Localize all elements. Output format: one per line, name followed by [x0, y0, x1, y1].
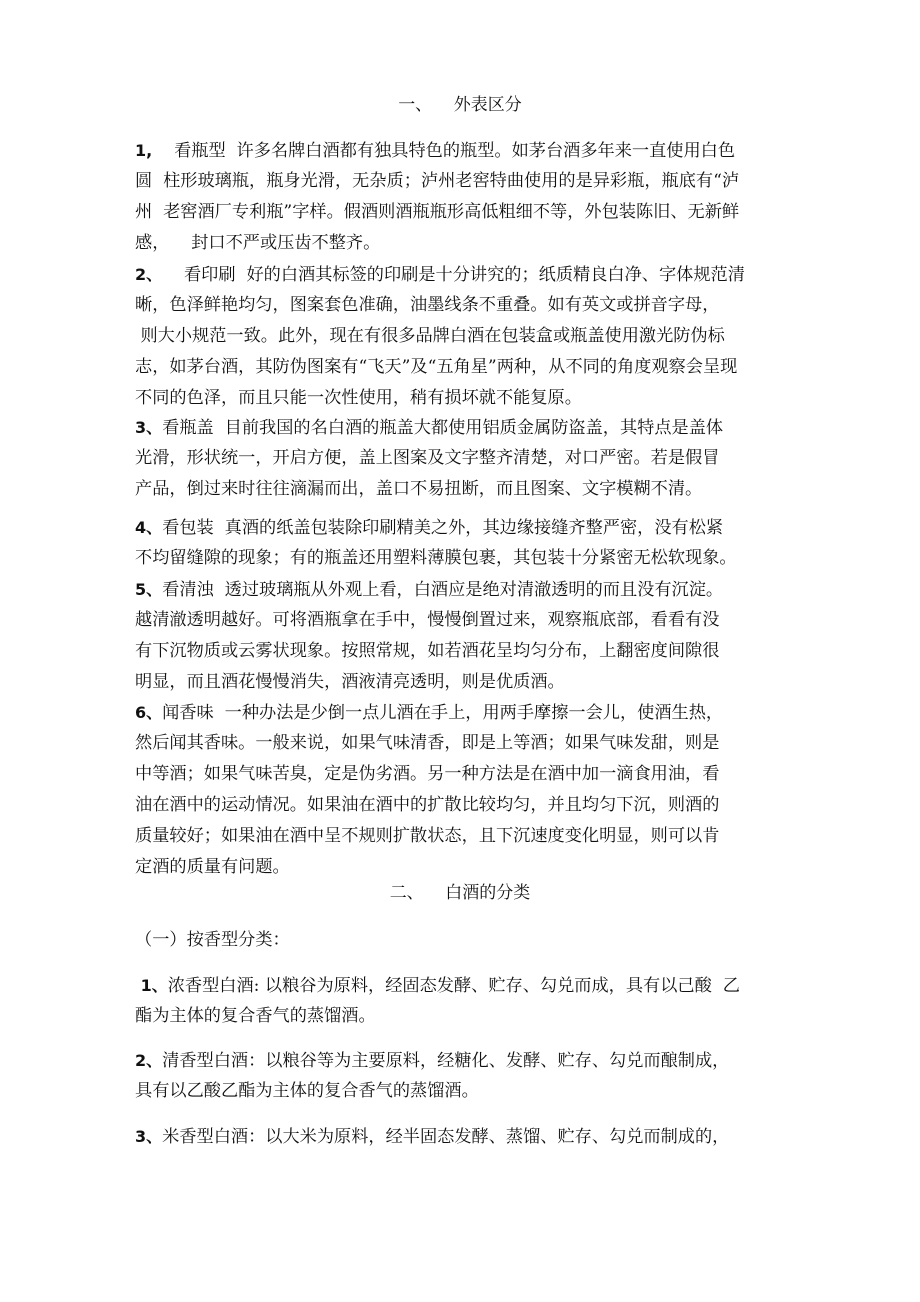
- line-text: 看清浊 透过玻璃瓶从外观上看，白酒应是绝对清澈透明的而且没有沉淀。: [162, 580, 724, 600]
- paragraph-line: 具有以乙酸乙酯为主体的复合香气的蒸馏酒。: [135, 1081, 479, 1101]
- paragraph-line: 越清澈透明越好。可将酒瓶拿在手中，慢慢倒置过来，观察瓶底部，看看有没: [135, 610, 720, 630]
- line-text: 清香型白酒：以粮谷等为主要原料，经糖化、发酵、贮存、勾兑而酿制成，: [162, 1051, 730, 1071]
- paragraph-line: [135, 1121, 785, 1152]
- paragraph-line: [135, 1045, 785, 1076]
- classification-item-2: [135, 1045, 785, 1107]
- item-number: 2、: [135, 1051, 163, 1070]
- line-text: 米香型白酒：以大米为原料，经半固态发酵、蒸馏、贮存、勾兑而制成的，: [162, 1127, 730, 1147]
- paragraph-line: 则大小规范一致。此外，现在有很多品牌白酒在包装盒或瓶盖使用激光防伪标: [135, 326, 725, 346]
- item-number: 5、: [135, 580, 163, 599]
- section-heading-1: 一、 外表区分: [398, 95, 522, 115]
- paragraph-item-3: [135, 412, 785, 505]
- paragraph-line: 明显，而且酒花慢慢消失，酒液清亮透明，则是优质酒。: [135, 672, 565, 692]
- paragraph-item-4: [135, 512, 785, 574]
- classification-item-1: [135, 970, 785, 1032]
- item-number: 1,: [135, 141, 153, 160]
- item-number: 1、: [135, 976, 168, 995]
- paragraph-line: [135, 135, 785, 166]
- paragraph-line: 质量较好；如果油在酒中呈不规则扩散状态，且下沉速度变化明显，则可以肯: [135, 826, 720, 846]
- paragraph-item-6: [135, 697, 785, 883]
- line-text: 看瓶型 许多名牌白酒都有独具特色的瓶型。如茅台酒多年来一直使用白色: [152, 141, 736, 161]
- line-text: 浓香型白酒: 以粮谷为原料，经固态发酵、贮存、勾兑而成，具有以己酸 乙: [167, 976, 740, 996]
- paragraph-line: 产品，倒过来时往往滴漏而出，盖口不易扭断，而且图案、文字模糊不清。: [135, 479, 703, 499]
- line-text: 闻香味 一种办法是少倒一点儿酒在手上，用两手摩擦一会儿，使酒生热，: [162, 703, 724, 723]
- paragraph-line: [135, 412, 785, 443]
- paragraph-line: 有下沉物质或云雾状现象。按照常规，如若酒花呈均匀分布，上翻密度间隙很: [135, 641, 720, 661]
- paragraph-line: [135, 574, 785, 605]
- classification-item-3: [135, 1121, 785, 1152]
- paragraph-line: 不同的色泽，而且只能一次性使用，稍有损坏就不能复原。: [135, 388, 582, 408]
- item-number: 6、: [135, 703, 163, 722]
- paragraph-line: [135, 512, 785, 543]
- paragraph-item-2: [135, 259, 785, 414]
- paragraph-line: 不均留缝隙的现象；有的瓶盖还用塑料薄膜包裹，其包装十分紧密无松软现象。: [135, 548, 737, 568]
- paragraph-item-5: [135, 574, 785, 698]
- item-number: 2、: [135, 265, 163, 284]
- paragraph-line: 光滑，形状统一，开启方便，盖上图案及文字整齐清楚，对口严密。若是假冒: [135, 448, 720, 468]
- paragraph-line: [135, 970, 785, 1001]
- paragraph-line: 中等酒；如果气味苦臭，定是伪劣酒。另一种方法是在酒中加一滴食用油，看: [135, 764, 720, 784]
- paragraph-line: 州 老窖酒厂专利瓶”字样。假酒则酒瓶瓶形高低粗细不等，外包装陈旧、无新鲜: [135, 202, 740, 222]
- line-text: 看瓶盖 目前我国的名白酒的瓶盖大都使用铝质金属防盗盖，其特点是盖体: [162, 418, 724, 438]
- subheading-text: （一）按香型分类：: [135, 930, 290, 950]
- paragraph-line: 感， 封口不严或压齿不整齐。: [135, 233, 381, 253]
- item-number: 3、: [135, 418, 163, 437]
- line-text: 看包装 真酒的纸盖包装除印刷精美之外，其边缘接缝齐整严密，没有松紧: [162, 518, 724, 538]
- paragraph-line: 然后闻其香味。一般来说，如果气味清香，即是上等酒；如果气味发甜，则是: [135, 733, 720, 753]
- paragraph-item-1: [135, 135, 785, 259]
- item-number: 4、: [135, 518, 163, 537]
- paragraph-line: 圆 柱形玻璃瓶，瓶身光滑，无杂质；泸州老窖特曲使用的是异彩瓶，瓶底有“泸: [135, 171, 740, 191]
- paragraph-line: [135, 697, 785, 728]
- item-number: 3、: [135, 1127, 163, 1146]
- paragraph-line: 油在酒中的运动情况。如果油在酒中的扩散比较均匀，并且均匀下沉，则酒的: [135, 795, 720, 815]
- line-text: 看印刷 好的白酒其标签的印刷是十分讲究的；纸质精良白净、字体规范清: [162, 265, 745, 285]
- subheading: [135, 925, 785, 956]
- section-heading-2: 二、 白酒的分类: [389, 883, 531, 903]
- paragraph-line: 定酒的质量有问题。: [135, 857, 290, 877]
- paragraph-line: 志，如茅台酒，其防伪图案有“飞天”及“五角星”两种，从不同的角度观察会呈现: [135, 357, 738, 377]
- paragraph-line: 酯为主体的复合香气的蒸馏酒。: [135, 1006, 376, 1026]
- paragraph-line: 晰，色泽鲜艳均匀，图案套色准确，油墨线条不重叠。如有英文或拼音字母，: [135, 295, 720, 315]
- paragraph-line: [135, 259, 785, 290]
